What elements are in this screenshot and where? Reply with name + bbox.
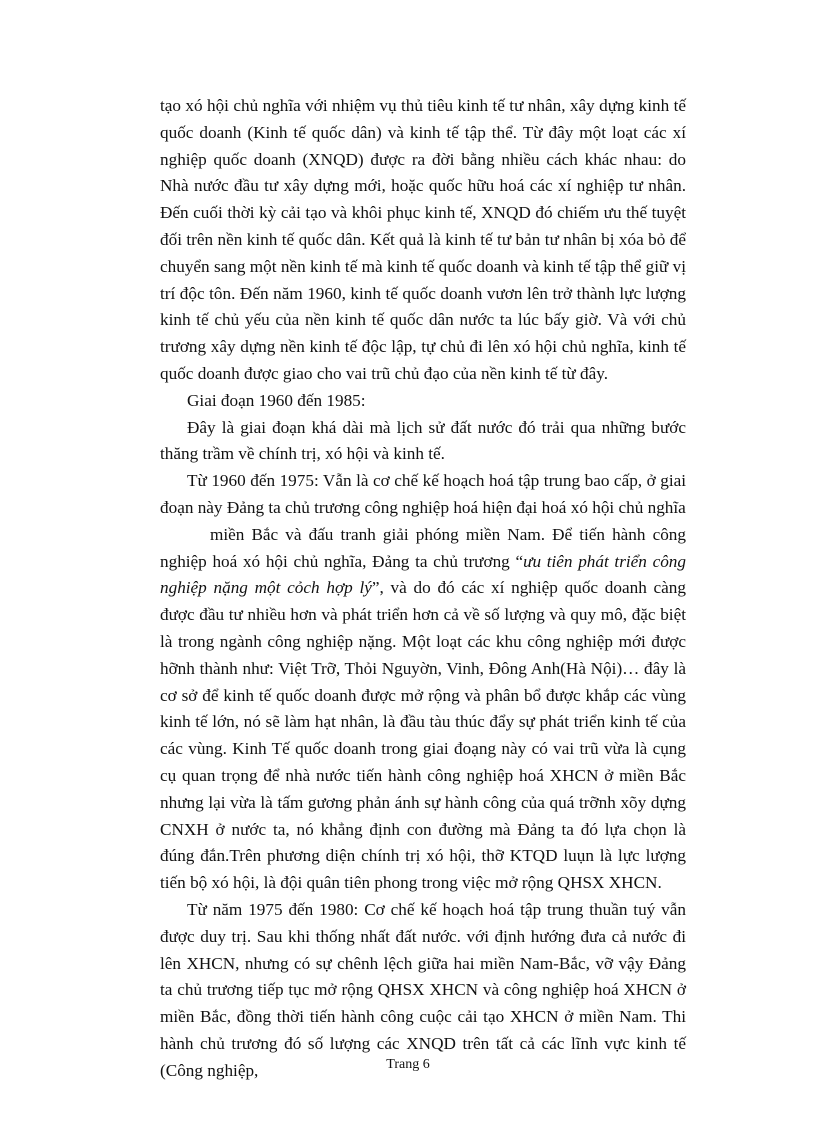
paragraph: tạo xó hội chủ nghĩa với nhiệm vụ thủ tiêu kinh tế tư nhân, xây dựng kinh tế quốc doanh (Kinh tế quốc dân) và kinh tế tập thể. Từ đây một loạt các xí nghiệp quốc doanh (XNQD) được ra đời bằng nhiều cách khác nhau: do Nhà nước đầu tư xây dựng mới, hoặc quốc hữu hoá các xí nghiệp tư nhân. Đến cuối thời kỳ cải tạo và khôi phục kinh tế, XNQD đó chiếm ưu thế tuyệt đối trên nền kinh tế quốc dân. Kết quả là kinh tế tư bản tư nhân bị xóa bỏ để chuyển sang một nền kinh tế mà kinh tế quốc doanh và kinh tế tập thể giữ vị trí độc tôn. Đến năm 1960, kinh tế quốc doanh vươn lên trở thành lực lượng kinh tế chủ yếu của nền kinh tế quốc dân nước ta lúc bấy giờ. Và với chủ trương xây dựng nền kinh tế độc lập, tự chủ đi lên xó hội chủ nghĩa, kinh tế quốc doanh được giao cho vai trũ chủ đạo của nền kinh tế từ đây.: [160, 96, 686, 383]
section-heading: Giai đoạn 1960 đến 1985:: [187, 390, 366, 410]
page-number: Trang 6: [386, 1057, 430, 1072]
emphasized-quote: ưu tiên phát triển công nghiệp nặng một cỏch hợp lý: [160, 551, 686, 598]
paragraph: Đây là giai đoạn khá dài mà lịch sử đất nước đó trải qua những bước thăng trầm về chính trị, xó hội và kinh tế.: [160, 417, 686, 464]
paragraph: Từ 1960 đến 1975: Vẫn là cơ chế kế hoạch hoá tập trung bao cấp, ở giai đoạn này Đảng ta chủ trương công nghiệp hoá hiện đại hoá xó hội chủ nghĩa: [160, 471, 686, 517]
paragraph-text-before-emphasis: miền Bắc và đấu tranh giải phóng miền Nam. Để tiến hành công nghiệp hoá xó hội chủ nghĩa, Đảng ta chủ trương “: [160, 524, 686, 571]
paragraph: Từ năm 1975 đến 1980: Cơ chế kế hoạch hoá tập trung thuần tuý vẫn được duy trị. Sau khi thống nhất đất nước. với định hướng đưa cả nước đi lên XHCN, nhưng có sự chênh lệch giữa hai miền Nam-Bắc, vỡ vậy Đảng ta chủ trương tiếp tục mở rộng QHSX XHCN và công nghiệp hoá XHCN ở miền Bắc, đồng thời tiến hành công cuộc cải tạo XHCN ở miền Nam. Thi hành chủ trương đó số lượng các XNQD trên tất cả các lĩnh vực kinh tế (Công nghiệp,: [160, 899, 686, 1080]
paragraph-with-emphasis: [160, 522, 686, 897]
document-body: [160, 93, 686, 1084]
paragraph-text-after-emphasis: ”, và do đó các xí nghiệp quốc doanh càng được đầu tư nhiều hơn và phát triển hơn cả về số lượng và quy mô, đặc biệt là trong ngành công nghiệp nặng. Một loạt các khu công nghiệp mới được hỡnh thành như: Việt Trỡ, Thỏi Nguyờn, Vinh, Đông Anh(Hà Nội)… đây là cơ sở để kinh tế quốc doanh được mở rộng và phân bổ được khắp các vùng kinh tế lớn, nó sẽ làm hạt nhân, là đầu tàu thúc đẩy sự phát triển kinh tế của các vùng. Kinh Tế quốc doanh trong giai đoạng này có vai trũ vừa là cụng cụ quan trọng để nhà nước tiến hành công nghiệp hoá XHCN ở miền Bắc nhưng lại vừa là tấm gương phản ánh sự hành công của quá trỡnh xõy dựng CNXH ở nước ta, nó khẳng định con đường mà Đảng ta đó lựa chọn là đúng đắn.Trên phương diện chính trị xó hội, thỡ KTQD luụn là lực lượng tiến bộ xó hội, là đội quân tiên phong trong việc mở rộng QHSX XHCN.: [160, 578, 686, 893]
